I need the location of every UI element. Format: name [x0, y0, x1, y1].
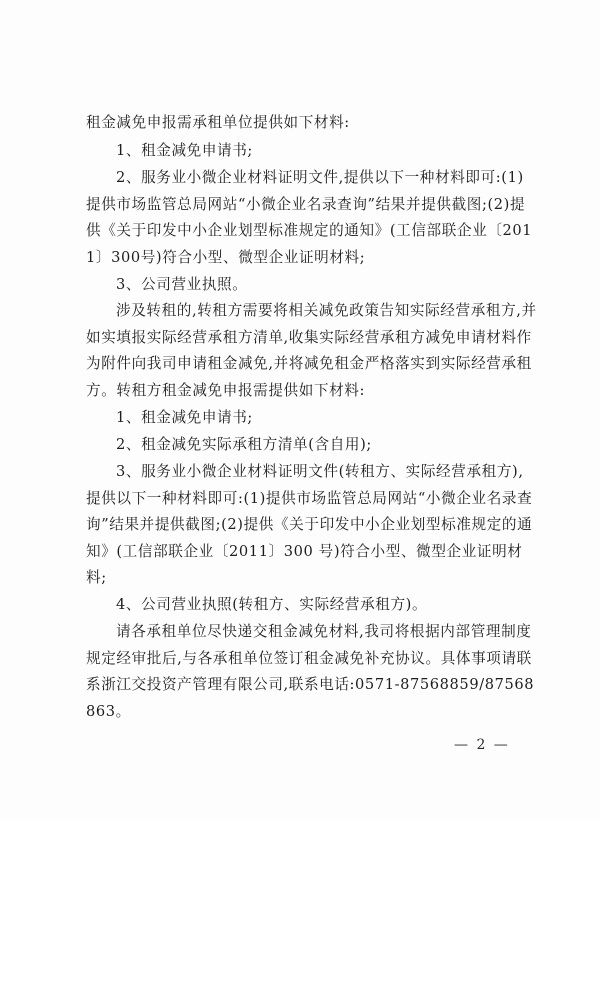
- page-number: — 2 —: [454, 737, 510, 753]
- intro-paragraph: 租金减免申报需承租单位提供如下材料:: [86, 114, 350, 131]
- transfer-item-2: 2、租金减免实际承租方清单(含自用);: [116, 436, 372, 453]
- transfer-item-1: 1、租金减免申请书;: [116, 409, 253, 426]
- closing-paragraph: 请各承租单位尽快递交租金减免材料,我司将根据内部管理制度规定经审批后,与各承租单位签订租金减免补充协议。具体事项请联系浙江交投资产管理有限公司,联系电话:0571-87568859/87568863。: [86, 623, 535, 720]
- transfer-item-3: 3、服务业小微企业材料证明文件(转租方、实际经营承租方),提供以下一种材料即可:(1)提供市场监管总局网站“小微企业名录查询”结果并提供截图;(2)提供《关于印发中小企业划型标准规定的通知》(工信部联企业〔2011〕300 号)符合小型、微型企业证明材料;: [86, 463, 533, 586]
- lessee-item-1: 1、租金减免申请书;: [116, 142, 253, 159]
- transfer-item-4: 4、公司营业执照(转租方、实际经营承租方)。: [116, 596, 428, 613]
- lessee-item-2: 2、服务业小微企业材料证明文件,提供以下一种材料即可:(1)提供市场监管总局网站“小微企业名录查询”结果并提供截图;(2)提供《关于印发中小企业划型标准规定的通知》(工信部联企业〔2011〕300号)符合小型、微型企业证明材料;: [86, 169, 533, 266]
- transfer-paragraph: 涉及转租的,转租方需要将相关减免政策告知实际经营承租方,并如实填报实际经营承租方清单,收集实际经营承租方减免申请材料作为附件向我司申请租金减免,并将减免租金严格落实到实际经营承租方。转租方租金减免申报需提供如下材料:: [86, 302, 537, 399]
- lessee-item-3: 3、公司营业执照。: [116, 276, 248, 293]
